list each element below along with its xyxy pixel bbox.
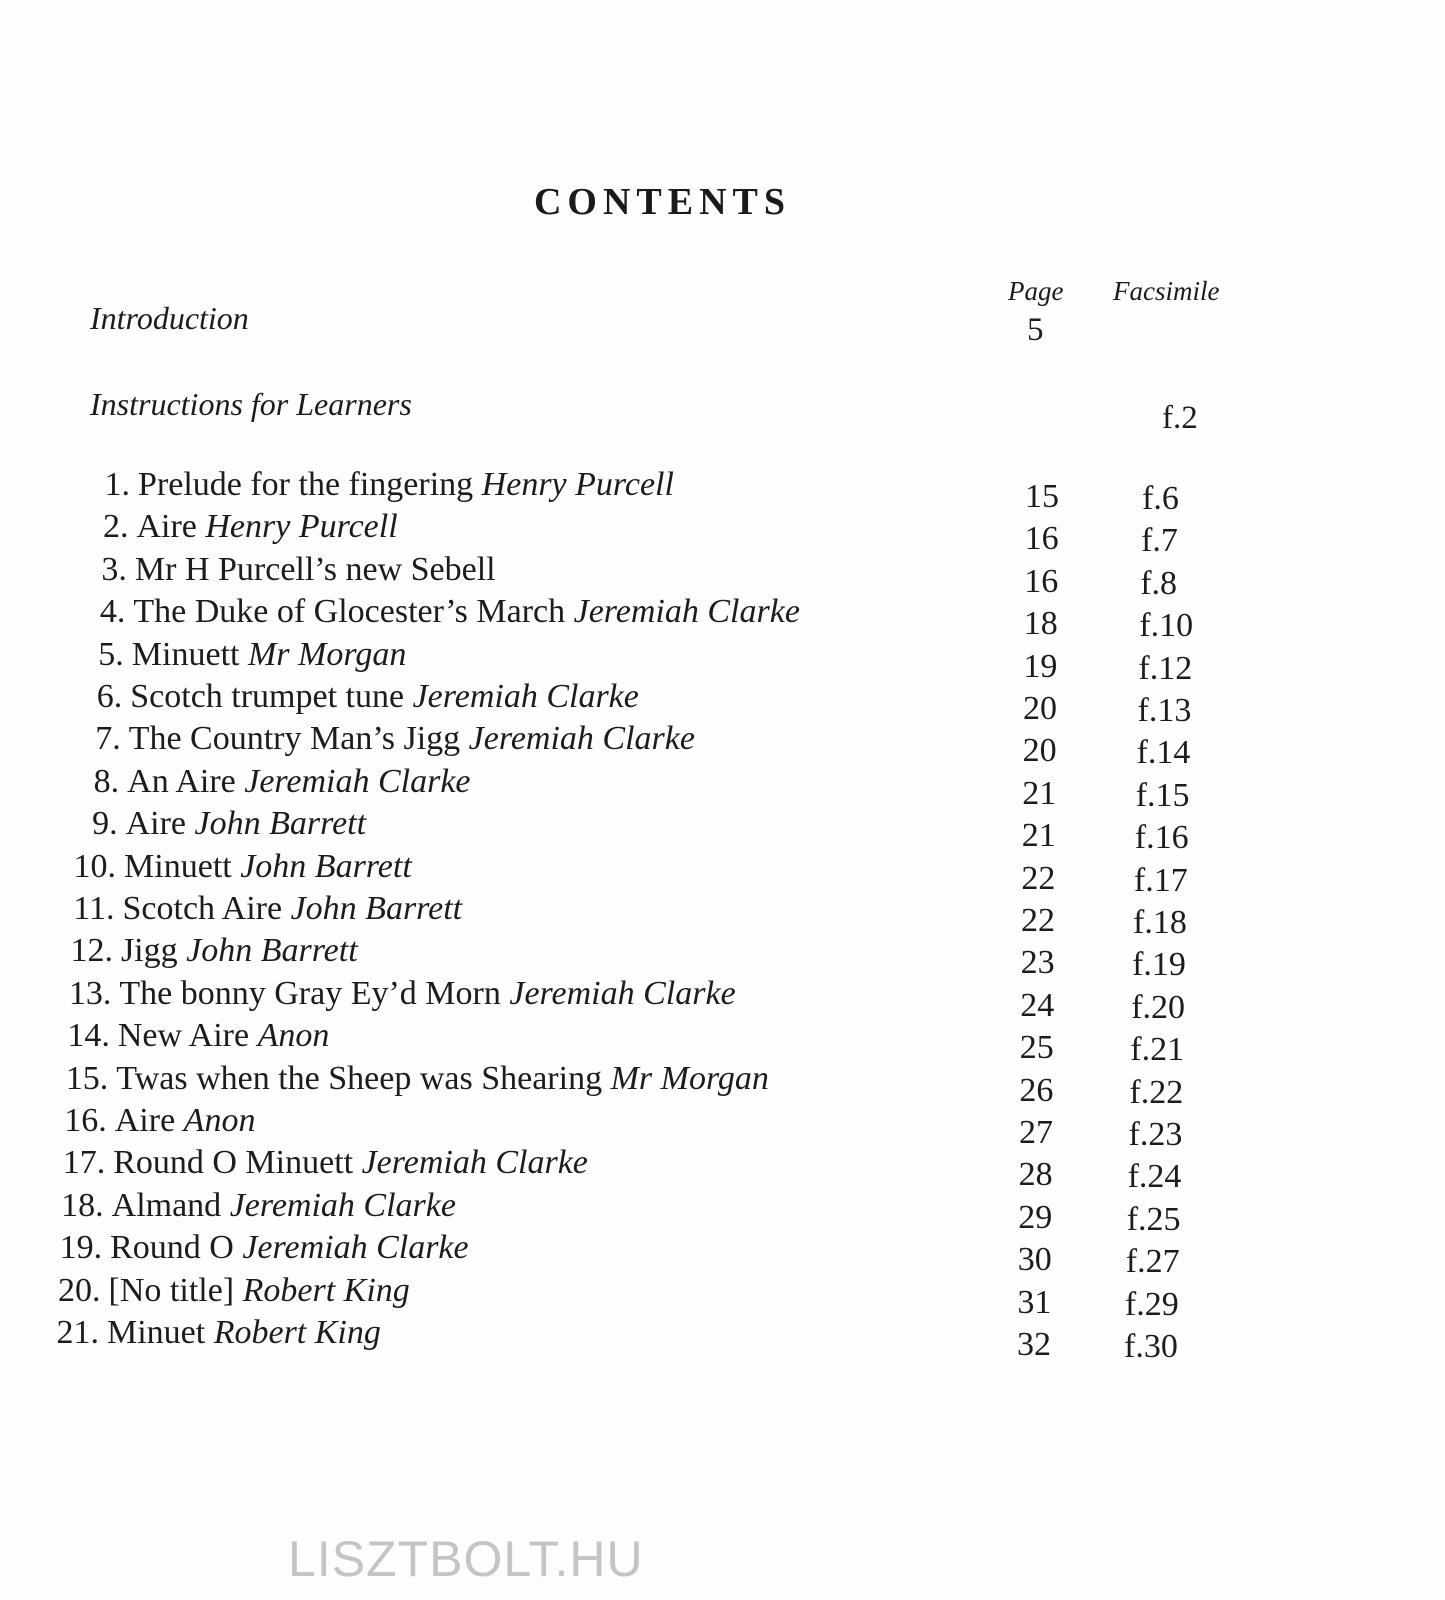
entry-facsimile: f.24 bbox=[1127, 1158, 1182, 1196]
contents-entry bbox=[0, 890, 1445, 941]
entry-composer: Jeremiah Clarke bbox=[412, 678, 639, 715]
entry-title: Minuett bbox=[131, 635, 240, 673]
entry-page: 15 bbox=[1025, 478, 1059, 515]
contents-entry bbox=[0, 678, 1445, 729]
entry-number: 6. bbox=[96, 678, 123, 715]
entry-page: 22 bbox=[1021, 902, 1055, 939]
instructions-facsimile: f.2 bbox=[1162, 400, 1198, 436]
entry-page: 27 bbox=[1019, 1114, 1053, 1151]
entry-facsimile: f.25 bbox=[1126, 1200, 1181, 1238]
watermark: LISZTBOLT.HU bbox=[288, 1531, 644, 1587]
entry-number: 13. bbox=[68, 974, 112, 1012]
entry-number: 16. bbox=[64, 1102, 107, 1139]
entry-number: 2. bbox=[102, 508, 129, 546]
entry-composer: Jeremiah Clarke bbox=[361, 1144, 588, 1182]
entry-title-line bbox=[119, 975, 735, 1013]
introduction-label: Introduction bbox=[90, 300, 249, 336]
entry-composer: Anon bbox=[257, 1017, 330, 1055]
entry-page: 20 bbox=[1022, 732, 1057, 770]
entry-page: 18 bbox=[1023, 605, 1058, 643]
entry-title-line bbox=[127, 763, 470, 801]
entry-title-line bbox=[130, 678, 639, 716]
entry-title: Round O bbox=[110, 1229, 234, 1267]
entry-facsimile: f.14 bbox=[1136, 734, 1191, 772]
contents-entry bbox=[0, 1144, 1445, 1196]
facsimile-column-header: Facsimile bbox=[1113, 276, 1220, 306]
entry-number: 18. bbox=[61, 1186, 104, 1224]
entry-composer: Jeremiah Clarke bbox=[229, 1186, 456, 1224]
entry-number: 7. bbox=[95, 720, 121, 758]
entry-title: The Duke of Glocester’s March bbox=[133, 593, 566, 631]
entry-facsimile: f.7 bbox=[1141, 522, 1178, 560]
entry-page: 26 bbox=[1019, 1071, 1054, 1109]
entry-facsimile: f.23 bbox=[1128, 1116, 1183, 1153]
entry-title-line bbox=[115, 1102, 256, 1140]
contents-entry bbox=[0, 635, 1445, 687]
contents-entry bbox=[0, 805, 1445, 857]
entry-title-line bbox=[118, 1017, 330, 1055]
entry-facsimile: f.27 bbox=[1125, 1243, 1180, 1281]
entry-page: 25 bbox=[1019, 1029, 1054, 1067]
entry-title-line bbox=[110, 1229, 469, 1267]
entry-composer: Jeremiah Clarke bbox=[573, 593, 800, 631]
entry-composer: John Barrett bbox=[290, 890, 463, 927]
entry-title: Jigg bbox=[120, 932, 178, 970]
contents-entry bbox=[0, 1314, 1445, 1365]
entry-composer: Anon bbox=[183, 1102, 256, 1139]
entry-title: Minuet bbox=[107, 1314, 206, 1351]
entry-title: Scotch trumpet tune bbox=[130, 678, 405, 715]
entry-number: 19. bbox=[59, 1229, 103, 1267]
entry-title-line bbox=[107, 1314, 381, 1352]
entry-composer: John Barrett bbox=[240, 847, 412, 885]
entry-title-line bbox=[121, 932, 358, 970]
entry-facsimile: f.22 bbox=[1129, 1073, 1184, 1111]
contents-entry bbox=[0, 720, 1445, 772]
entry-facsimile: f.6 bbox=[1142, 480, 1179, 517]
entry-facsimile: f.30 bbox=[1124, 1328, 1178, 1365]
entry-page: 32 bbox=[1017, 1326, 1051, 1363]
entry-page: 23 bbox=[1020, 944, 1055, 982]
entry-title: Prelude for the fingering bbox=[138, 466, 474, 503]
entry-title-line bbox=[123, 890, 463, 928]
entry-number: 3. bbox=[101, 550, 127, 588]
entry-title-line bbox=[138, 466, 674, 504]
entry-facsimile: f.21 bbox=[1130, 1031, 1185, 1069]
entry-facsimile: f.17 bbox=[1133, 861, 1188, 899]
contents-entry bbox=[0, 974, 1445, 1026]
entry-number: 9. bbox=[92, 805, 118, 843]
entry-number: 10. bbox=[73, 847, 117, 885]
contents-entry bbox=[0, 508, 1445, 560]
entry-title-line bbox=[109, 1272, 410, 1310]
entry-number: 17. bbox=[62, 1144, 106, 1182]
contents-entry bbox=[0, 466, 1445, 517]
contents-entry bbox=[0, 762, 1445, 814]
entry-facsimile: f.8 bbox=[1140, 564, 1178, 602]
entry-title: Aire bbox=[125, 805, 187, 843]
entry-page: 16 bbox=[1024, 562, 1059, 600]
entry-composer: John Barrett bbox=[186, 932, 358, 970]
contents-entry bbox=[0, 593, 1445, 645]
entry-composer: John Barrett bbox=[194, 805, 367, 843]
entry-title-line bbox=[129, 720, 695, 758]
contents-entry bbox=[0, 932, 1445, 984]
entry-facsimile: f.29 bbox=[1124, 1285, 1179, 1323]
entry-number: 4. bbox=[99, 593, 126, 631]
entry-page: 28 bbox=[1018, 1156, 1053, 1194]
entry-facsimile: f.18 bbox=[1133, 904, 1187, 941]
entry-title-line bbox=[126, 805, 366, 843]
entry-page: 20 bbox=[1023, 690, 1057, 727]
entry-page: 22 bbox=[1021, 859, 1056, 897]
contents-entry bbox=[0, 847, 1445, 899]
entry-title: The bonny Gray Ey’d Morn bbox=[119, 974, 501, 1012]
entry-composer: Henry Purcell bbox=[481, 466, 674, 503]
entry-composer: Henry Purcell bbox=[205, 508, 398, 546]
entry-number: 5. bbox=[98, 635, 124, 673]
entry-title: An Aire bbox=[127, 762, 236, 800]
entry-title-line bbox=[136, 508, 397, 546]
entry-title: New Aire bbox=[117, 1017, 250, 1055]
entry-title-line bbox=[112, 1187, 456, 1225]
contents-entry bbox=[0, 1059, 1445, 1111]
entry-title-line bbox=[116, 1060, 769, 1098]
entry-composer: Jeremiah Clarke bbox=[509, 974, 736, 1012]
entry-number: 1. bbox=[104, 466, 130, 503]
entry-number: 20. bbox=[58, 1271, 101, 1309]
entry-title: Aire bbox=[136, 508, 197, 546]
entry-title: Aire bbox=[114, 1102, 176, 1139]
entry-title-line bbox=[113, 1144, 588, 1182]
entry-title: Round O Minuett bbox=[113, 1144, 354, 1182]
entry-title-line bbox=[133, 593, 800, 631]
entry-title: [No title] bbox=[108, 1271, 235, 1309]
entry-facsimile: f.12 bbox=[1138, 649, 1193, 687]
entry-facsimile: f.10 bbox=[1139, 607, 1194, 645]
contents-entry bbox=[0, 1229, 1445, 1281]
entry-title: Scotch Aire bbox=[122, 890, 283, 927]
contents-entry bbox=[0, 1186, 1445, 1238]
entry-composer: Mr Morgan bbox=[247, 635, 407, 673]
entry-facsimile: f.19 bbox=[1132, 946, 1186, 984]
entry-number: 12. bbox=[70, 932, 113, 970]
entry-facsimile: f.16 bbox=[1134, 819, 1189, 857]
entry-page: 16 bbox=[1024, 520, 1059, 558]
entry-title: The Country Man’s Jigg bbox=[128, 720, 461, 758]
entry-facsimile: f.20 bbox=[1131, 988, 1186, 1026]
entry-page: 21 bbox=[1022, 774, 1057, 812]
page-title: CONTENTS bbox=[533, 181, 792, 223]
entry-number: 15. bbox=[65, 1059, 109, 1097]
entry-number: 8. bbox=[93, 762, 120, 800]
entry-composer: Jeremiah Clarke bbox=[242, 1229, 469, 1267]
entry-title-line bbox=[124, 848, 412, 886]
introduction-page: 5 bbox=[1027, 312, 1044, 348]
entry-composer: Jeremiah Clarke bbox=[468, 720, 695, 758]
entry-facsimile: f.13 bbox=[1137, 692, 1192, 729]
entry-number: 11. bbox=[73, 890, 115, 927]
entry-title: Twas when the Sheep was Shearing bbox=[116, 1059, 603, 1097]
entry-page: 31 bbox=[1017, 1283, 1052, 1321]
entry-composer: Jeremiah Clarke bbox=[244, 762, 471, 800]
entry-composer: Robert King bbox=[213, 1314, 381, 1351]
entry-page: 29 bbox=[1018, 1198, 1053, 1236]
contents-entry bbox=[0, 1102, 1445, 1153]
page-column-header: Page bbox=[1008, 276, 1064, 306]
contents-entry bbox=[0, 1271, 1445, 1323]
contents-entry bbox=[0, 1017, 1445, 1069]
entry-number: 21. bbox=[56, 1314, 99, 1351]
entry-page: 24 bbox=[1020, 986, 1055, 1024]
entry-title: Minuett bbox=[124, 847, 232, 885]
entry-number: 14. bbox=[67, 1017, 110, 1055]
entry-composer: Mr Morgan bbox=[610, 1059, 769, 1097]
entry-composer: Robert King bbox=[242, 1271, 410, 1309]
entry-page: 21 bbox=[1021, 817, 1056, 855]
entry-page: 30 bbox=[1017, 1241, 1052, 1279]
contents-entry bbox=[0, 550, 1445, 602]
entry-title: Almand bbox=[111, 1186, 222, 1224]
entry-title-line bbox=[135, 551, 496, 589]
entry-title-line bbox=[132, 636, 407, 674]
entry-page: 19 bbox=[1023, 647, 1058, 685]
instructions-label: Instructions for Learners bbox=[90, 386, 412, 422]
entry-facsimile: f.15 bbox=[1135, 776, 1190, 814]
entry-title: Mr H Purcell’s new Sebell bbox=[134, 550, 496, 588]
